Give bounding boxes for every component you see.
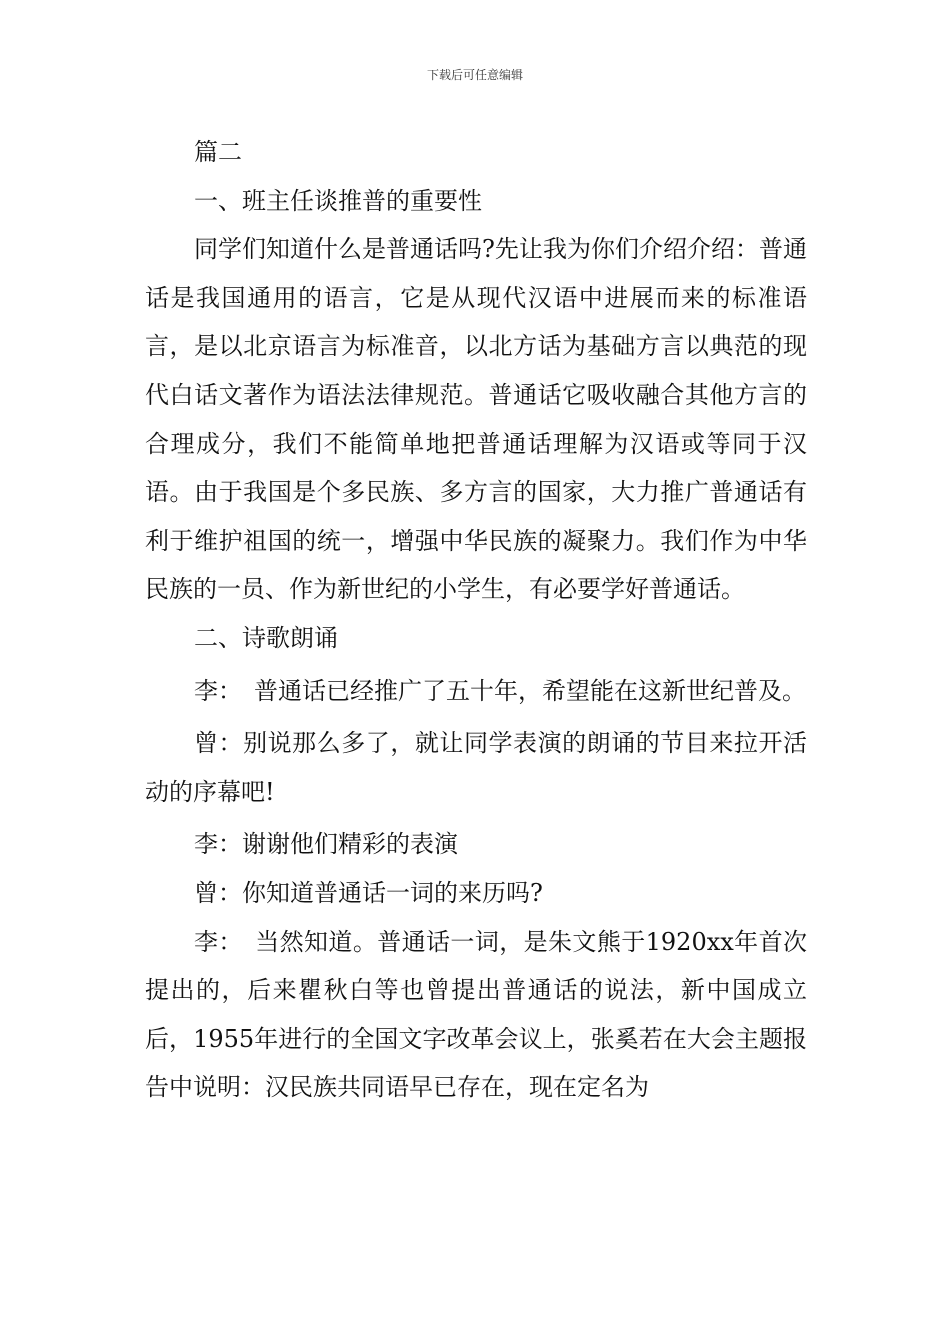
dialogue-line-2: 曾：别说那么多了，就让同学表演的朗诵的节目来拉开活动的序幕吧! <box>145 729 807 806</box>
section-title: 篇二 <box>194 138 242 166</box>
page-header-note: 下载后可任意编辑 <box>426 68 523 82</box>
heading-poetry: 二、诗歌朗诵 <box>194 623 338 652</box>
dialogue-line-3: 李：谢谢他们精彩的表演 <box>194 830 458 859</box>
document-body <box>145 128 807 1112</box>
paragraph-intro: 同学们知道什么是普通话吗?先让我为你们介绍介绍：普通话是我国通用的语言，它是从现代汉语中进展而来的标准语言，是以北京语言为标准音，以北方话为基础方言以典范的现代白话文著作为语法法律规范。普通话它吸收融合其他方言的合理成分，我们不能简单地把普通话理解为汉语或等同于汉语。由于我国是个多民族、多方言的国家，大力推广普通话有利于维护祖国的统一，增强中华民族的凝聚力。我们作为中华民族的一员、作为新世纪的小学生，有必要学好普通话。 <box>145 235 807 604</box>
dialogue-line-4: 曾：你知道普通话一词的来历吗? <box>194 878 543 907</box>
dialogue-line-1: 李： 普通话已经推广了五十年，希望能在这新世纪普及。 <box>194 676 806 705</box>
heading-importance: 一、班主任谈推普的重要性 <box>194 186 482 215</box>
dialogue-line-5: 李： 当然知道。普通话一词，是朱文熊于1920xx年首次提出的，后来瞿秋白等也曾提出普通话的说法，新中国成立后，1955年进行的全国文字改革会议上，张奚若在大会主题报告中说明：汉民族共同语早已存在，现在定名为 <box>145 927 807 1102</box>
